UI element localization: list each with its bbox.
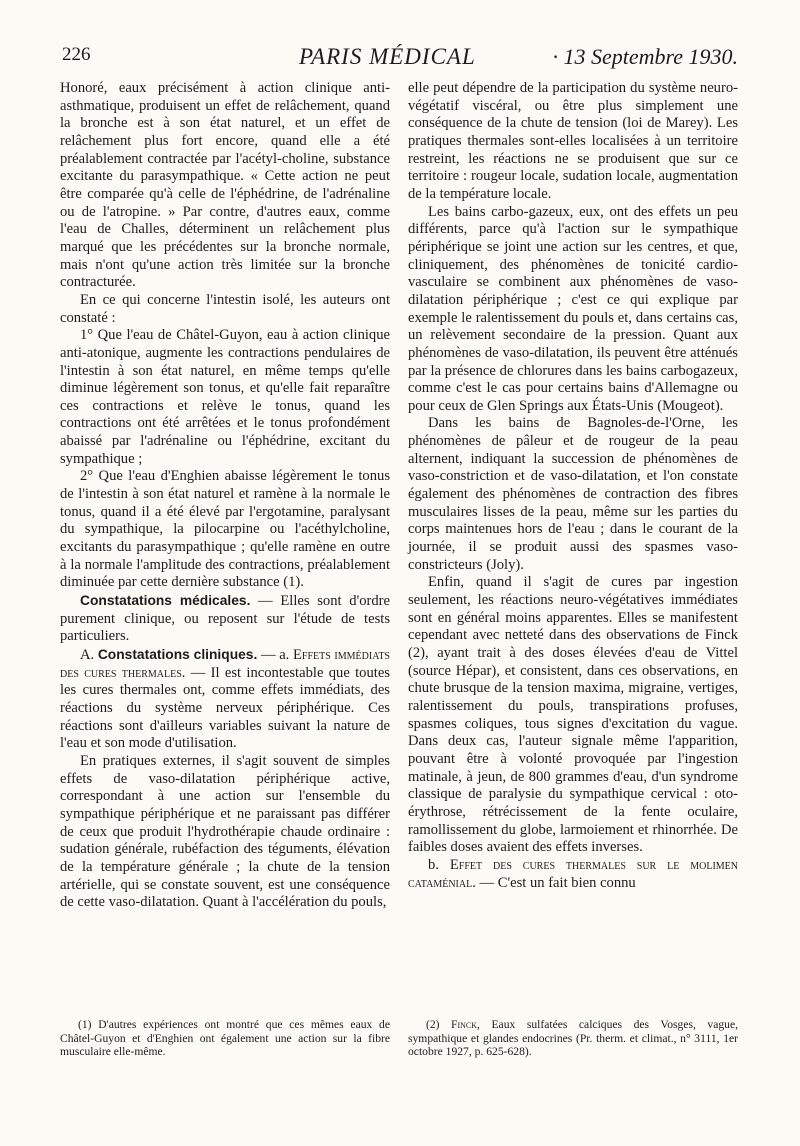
footnote-author: (2) Finck,	[426, 1018, 480, 1031]
footnote-2	[408, 1018, 738, 1059]
footnote-text	[408, 1018, 738, 1059]
paragraph: Enfin, quand il s'agit de cures par ingestion seulement, les réactions neuro-végétatives immédiates sont en général moins apparentes. Elles se manifestent cependant avec netteté dans des observations de Finck (2), ayant trait à des doses élevées d'eau de Vittel (source Hépar), et consistent, dans ces observations, en chute brusque de la tension maxima, migraine, vertiges, ralentissement du pouls, transpirations profuses, spasmes coliques, tous signes d'excitation du vague. Dans deux cas, l'auteur signale même l'apparition, pouvant être à volonté provoquée par l'ingestion matinale, à jeun, de 800 grammes d'eau, d'un syndrome classique de paralysie du sympathique cervical : oto-érythrose, rétrécissement de la fente oculaire, ramollissement du globe, larmoiement et rhinorrhée. De faibles doses avaient des effets inverses.	[408, 574, 738, 856]
section-label: A.	[80, 647, 98, 663]
page-number: 226	[62, 44, 91, 65]
paragraph: Dans les bains de Bagnoles-de-l'Orne, les phénomènes de pâleur et de rougeur de la peau alternent, indiquant la succession de phénomènes de vaso-constriction et de vaso-dilatation, et l'on constate également des phénomènes de contraction des fibres musculaires lisses de la peau, même sur les parties du corps maintenues hors de l'eau ; dans le courant de la journée, il se produit aussi des spasmes vaso-constricteurs (Joly).	[408, 415, 738, 573]
footnote-body: Eaux sulfatées calciques des Vosges, vague, sympathique et glandes endocrines (Pr. therm. et climat., n° 3111, 1er octobre 1927, p. 625-628).	[408, 1018, 738, 1059]
subsection-label: b.	[428, 856, 450, 873]
paragraph	[60, 646, 390, 753]
paragraph: En ce qui concerne l'intestin isolé, les auteurs ont constaté :	[60, 291, 390, 326]
paragraph: 2° Que l'eau d'Enghien abaisse légèrement le tonus de l'intestin à son état naturel et ramène à la normale le tonus, quand il a été élevé par l'ergotamine, paralysant du sympathique, la pilocarpine ou l'acéthylcholine, excitants du parasympathique ; qu'elle ramène en outre à la normale l'amplitude des contractions, préalablement diminuée par cette dernière substance (1).	[60, 468, 390, 591]
paragraph: 1° Que l'eau de Châtel-Guyon, eau à action clinique anti-atonique, augmente les contractions pendulaires de l'intestin à son état naturel, en même temps qu'elle diminue légèrement son tonus, et qu'elle fait reparaître ces contractions et relève le tonus, quand les contractions ont été arrêtées et le tonus profondément abaissé par l'adrénaline ou l'éphédrine, excitant du sympathique ;	[60, 327, 390, 467]
paragraph-text: — Elles sont d'ordre purement clinique, ou reposent sur l'étude de tests particuliers.	[60, 593, 390, 645]
running-header	[62, 44, 738, 74]
paragraph	[60, 592, 390, 646]
paragraph: Honoré, eaux précisément à action clinique anti-asthmatique, produisent un effet de relâchement, quand la bronche est à son état naturel, et un effet de relâchement plus fort encore, quand elle a été préalablement contractée par l'acétyl-choline, substance excitante du parasympathique. « Cette action ne peut être comparée qu'à celle de l'éphédrine, de l'adrénaline ou de l'atropine. » Par contre, d'autres eaux, comme l'eau de Challes, déterminent un relâchement plus marqué que les précédentes sur la bronche normale, mais n'ont qu'une action très limitée sur la bronche contracturée.	[60, 80, 390, 291]
subsection-heading: Effet des cures thermales sur le molimen cataménial.	[408, 856, 739, 891]
left-column	[60, 80, 390, 912]
paragraph: En pratiques externes, il s'agit souvent de simples effets de vaso-dilatation périphérique active, correspondant à une action sur l'ensemble du sympathique périphérique et ne paraissant pas différer de ceux que produit l'hydrothérapie chaude ordinaire : sudation générale, rubéfaction des téguments, élévation de la température générale ; la chute de la tension artérielle, qui se constate souvent, est une conséquence de cette vaso-dilatation. Quant à l'accélération du pouls,	[60, 752, 390, 911]
section-heading: Constatations cliniques.	[97, 647, 258, 662]
section-heading: Constatations médicales.	[80, 593, 251, 609]
issue-date: · 13 Septembre 1930.	[552, 44, 738, 69]
paragraph-text: — C'est un fait bien connu	[475, 874, 636, 891]
paragraph-text: — Il est incontestable que toutes les cures thermales ont, comme effets immédiats, des réactions du système nerveux périphérique. Ces réactions sont d'ailleurs variables suivant la nature de l'eau et son mode d'utilisation.	[60, 664, 390, 752]
subsection-heading: Effets immédiats des cures thermales.	[60, 647, 390, 681]
paragraph: elle peut dépendre de la participation du système neuro-végétatif viscéral, ou être plus simplement une conséquence de la chute de tension (loi de Marey). Les pratiques thermales sont-elles localisées à un territoire restreint, les réactions ne se produisent que sur ce territoire : rougeur locale, sudation locale, augmentation de la température locale.	[408, 80, 738, 202]
right-column	[408, 80, 738, 892]
paragraph	[408, 857, 738, 892]
footnote-1	[60, 1018, 390, 1059]
subsection-label: — a.	[257, 647, 293, 663]
paragraph: Les bains carbo-gazeux, eux, ont des effets un peu différents, parce qu'à l'action sur le sympathique périphérique se joint une action sur les centres, et que, cliniquement, des phénomènes de tonicité cardio-vasculaire se combinent aux phénomènes de vaso-dilatation périphérique ; c'est ce qui explique par exemple le ralentissement du pouls et, dans certains cas, un relèvement secondaire de la pression. Quant aux phénomènes de vaso-dilatation, ils peuvent être atténués par la présence de chlorures dans les bains carbogazeux, comme c'est le cas pour certains bains d'Allemagne ou pour ceux de Glen Springs aux États-Unis (Mougeot).	[408, 203, 738, 414]
journal-title: PARIS MÉDICAL	[299, 44, 476, 69]
footnote-text: (1) D'autres expériences ont montré que ces mêmes eaux de Châtel-Guyon et d'Enghien ont également une action sur la fibre musculaire elle-même.	[60, 1018, 390, 1059]
